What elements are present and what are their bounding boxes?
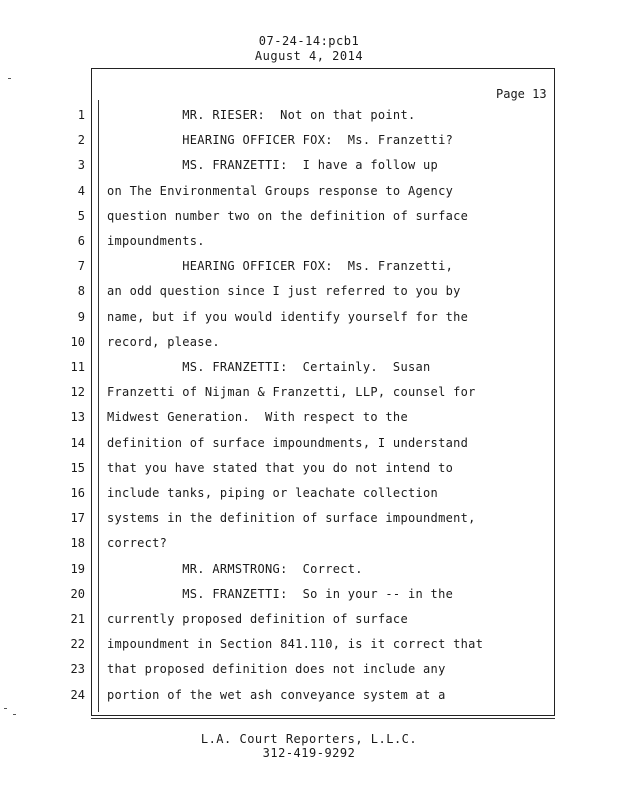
transcript-line-text: Midwest Generation. With respect to the	[107, 410, 408, 424]
document-header-date: August 4, 2014	[254, 49, 364, 63]
page-number: Page 13	[496, 87, 547, 101]
line-number: 12	[70, 385, 85, 399]
transcript-line-text: name, but if you would identify yourself for the	[107, 310, 469, 324]
transcript-line-text: MS. FRANZETTI: I have a follow up	[107, 158, 439, 172]
line-number: 18	[70, 536, 85, 550]
line-number: 8	[77, 284, 85, 298]
frame-bottom-rule	[91, 718, 555, 719]
line-number: 20	[70, 587, 85, 601]
line-number: 11	[70, 360, 85, 374]
scan-speck	[13, 714, 16, 715]
margin-line	[98, 100, 99, 712]
transcript-line-text: HEARING OFFICER FOX: Ms. Franzetti?	[107, 133, 454, 147]
document-header-title: 07-24-14:pcb1	[258, 34, 360, 48]
transcript-line-text: portion of the wet ash conveyance system at a	[107, 688, 446, 702]
transcript-line-text: impoundment in Section 841.110, is it correct that	[107, 637, 484, 651]
line-number: 6	[77, 234, 85, 248]
line-number: 17	[70, 511, 85, 525]
line-number: 22	[70, 637, 85, 651]
transcript-line-text: MS. FRANZETTI: Certainly. Susan	[107, 360, 431, 374]
footer-phone: 312-419-9292	[262, 746, 356, 760]
transcript-line-text: an odd question since I just referred to you by	[107, 284, 461, 298]
transcript-line-text: MS. FRANZETTI: So in your -- in the	[107, 587, 454, 601]
transcript-line-text: that proposed definition does not include any	[107, 662, 446, 676]
transcript-line-text: question number two on the definition of surface	[107, 209, 469, 223]
scan-speck	[4, 708, 7, 709]
line-number: 5	[77, 209, 85, 223]
line-number: 21	[70, 612, 85, 626]
line-number: 14	[70, 436, 85, 450]
line-number: 4	[77, 184, 85, 198]
line-number: 24	[70, 688, 85, 702]
transcript-line-text: MR. ARMSTRONG: Correct.	[107, 562, 363, 576]
transcript-line-text: systems in the definition of surface impoundment,	[107, 511, 476, 525]
line-number: 13	[70, 410, 85, 424]
transcript-line-text: impoundments.	[107, 234, 205, 248]
scan-speck	[8, 78, 11, 79]
transcript-line-text: correct?	[107, 536, 168, 550]
line-number: 7	[77, 259, 85, 273]
transcript-line-text: definition of surface impoundments, I understand	[107, 436, 469, 450]
line-number: 23	[70, 662, 85, 676]
line-number: 9	[77, 310, 85, 324]
transcript-line-text: Franzetti of Nijman & Franzetti, LLP, counsel for	[107, 385, 476, 399]
transcript-line-text: on The Environmental Groups response to Agency	[107, 184, 454, 198]
transcript-line-text: HEARING OFFICER FOX: Ms. Franzetti,	[107, 259, 454, 273]
transcript-line-text: that you have stated that you do not intend to	[107, 461, 454, 475]
line-number: 16	[70, 486, 85, 500]
line-number: 2	[77, 133, 85, 147]
transcript-line-text: currently proposed definition of surface	[107, 612, 408, 626]
line-number: 10	[70, 335, 85, 349]
line-number: 1	[77, 108, 85, 122]
line-number: 3	[77, 158, 85, 172]
line-number: 15	[70, 461, 85, 475]
line-number: 19	[70, 562, 85, 576]
transcript-line-text: record, please.	[107, 335, 220, 349]
transcript-line-text: include tanks, piping or leachate collection	[107, 486, 439, 500]
transcript-line-text: MR. RIESER: Not on that point.	[107, 108, 416, 122]
footer-company: L.A. Court Reporters, L.L.C.	[200, 732, 418, 746]
